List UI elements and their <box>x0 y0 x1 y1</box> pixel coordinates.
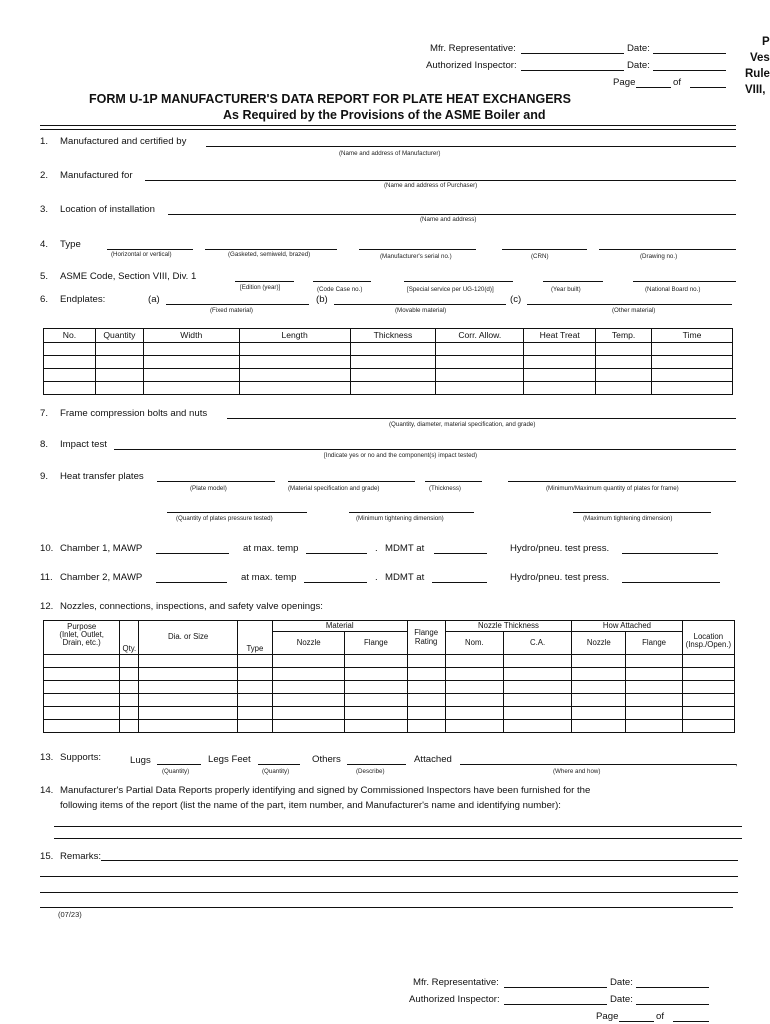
date-field[interactable] <box>653 70 726 71</box>
table-row[interactable] <box>44 707 735 720</box>
installation-field[interactable] <box>168 214 736 215</box>
hydro2-field[interactable] <box>622 582 720 583</box>
field-hint: (Where and how) <box>553 768 601 775</box>
field-hint: (Maximum tightening dimension) <box>583 515 673 522</box>
field-hint: [Edition (year)] <box>240 284 281 291</box>
item-label: Nozzles, connections, inspections, and safety valve openings: <box>60 601 323 612</box>
purpose-header: (Inlet, Outlet, <box>59 630 104 640</box>
date-label: Date: <box>627 60 650 71</box>
field-label: Hydro/pneu. test press. <box>510 543 610 554</box>
table-row[interactable] <box>44 382 733 395</box>
field-hint: (Thickness) <box>429 485 461 492</box>
bolts-field[interactable] <box>227 418 736 419</box>
field-hint: (National Board no.) <box>645 286 701 293</box>
date-field[interactable] <box>636 987 709 988</box>
fixed-material-field[interactable] <box>166 304 309 305</box>
drawing-field[interactable] <box>599 249 736 250</box>
mawp1-field[interactable] <box>156 553 229 554</box>
item-number: 8. <box>40 439 49 450</box>
others-field[interactable] <box>347 764 406 765</box>
item-label: Chamber 1, MAWP <box>60 543 143 554</box>
option-label: (b) <box>316 294 328 305</box>
manufacturer-field[interactable] <box>206 146 736 147</box>
item-number: 10. <box>40 543 54 554</box>
item-label: Heat transfer plates <box>60 471 144 482</box>
col-header: Time <box>652 329 733 343</box>
thickness-field[interactable] <box>425 481 482 482</box>
item-number: 7. <box>40 408 49 419</box>
item-label: Location of installation <box>60 204 155 215</box>
field-hint: (Movable material) <box>395 307 447 314</box>
mfr-rep-field[interactable] <box>521 53 624 54</box>
form-title: FORM U-1P MANUFACTURER'S DATA REPORT FOR PLATE HEAT EXCHANGERS <box>89 92 571 106</box>
col-header <box>407 621 445 655</box>
col-header: Flange <box>345 632 407 655</box>
field-hint: (Name and address of Manufacturer) <box>339 150 441 157</box>
side-text: Rule <box>745 68 770 80</box>
field-hint: (Other material) <box>612 307 656 314</box>
temp2-field[interactable] <box>304 582 367 583</box>
movable-material-field[interactable] <box>334 304 506 305</box>
code-case-field[interactable] <box>313 281 371 282</box>
item-number: 6. <box>40 294 49 305</box>
mawp2-field[interactable] <box>156 582 227 583</box>
col-header: Length <box>239 329 350 343</box>
table-row[interactable] <box>44 356 733 369</box>
col-header: C.A. <box>503 632 571 655</box>
field-hint: (Minimum/Maximum quantity of plates for frame) <box>546 485 679 492</box>
page-label: Page <box>596 1011 619 1022</box>
of-label: of <box>673 77 682 88</box>
side-text: Ves <box>750 52 770 64</box>
divider <box>40 129 736 130</box>
field-hint: (CRN) <box>531 253 549 260</box>
max-tightening-field[interactable] <box>573 512 711 513</box>
field-hint: (Fixed material) <box>210 307 253 314</box>
field-hint: (Gasketed, semiweld, brazed) <box>228 251 311 258</box>
field-hint: (Manufacturer's serial no.) <box>380 253 452 260</box>
location-header: (Insp./Open.) <box>685 640 732 650</box>
col-header: Material <box>272 621 407 632</box>
field-label: Others <box>312 754 341 765</box>
item-number: 12. <box>40 601 54 612</box>
partial-reports-line[interactable] <box>54 838 742 839</box>
item-label: ASME Code, Section VIII, Div. 1 <box>60 271 197 282</box>
flange-rating-header: Rating <box>414 636 438 646</box>
col-header <box>682 621 734 655</box>
col-header: Nozzle Thickness <box>445 621 572 632</box>
auth-inspector-label: Authorized Inspector: <box>409 994 500 1005</box>
option-label: (c) <box>510 294 522 305</box>
field-hint: (Year built) <box>551 286 581 293</box>
col-header: Corr. Allow. <box>436 329 524 343</box>
mfr-rep-field[interactable] <box>504 987 607 988</box>
field-label: Hydro/pneu. test press. <box>510 572 610 583</box>
tested-quantity-field[interactable] <box>167 512 307 513</box>
field-hint: (Drawing no.) <box>640 253 678 260</box>
crn-field[interactable] <box>502 249 587 250</box>
field-hint: [Indicate yes or no and the component(s) impact tested) <box>324 452 478 459</box>
field-label: MDMT at <box>385 572 425 583</box>
col-header: Quantity <box>95 329 143 343</box>
col-header: Dia. or Size <box>139 621 237 655</box>
item-label: Frame compression bolts and nuts <box>60 408 208 419</box>
option-label: (a) <box>148 294 160 305</box>
lugs-field[interactable] <box>157 764 201 765</box>
flange-rating-header: Flange <box>414 628 439 638</box>
table-row[interactable] <box>44 720 735 733</box>
col-header: Heat Treat <box>524 329 596 343</box>
field-hint: (Quantity) <box>262 768 290 775</box>
plate-material-field[interactable] <box>288 481 415 482</box>
gasket-field[interactable] <box>205 249 337 250</box>
table-row[interactable] <box>44 681 735 694</box>
table-row[interactable] <box>44 694 735 707</box>
auth-inspector-field[interactable] <box>504 1004 607 1005</box>
auth-inspector-label: Authorized Inspector: <box>426 60 517 71</box>
edition-field[interactable] <box>235 281 294 282</box>
remarks-line[interactable] <box>40 876 738 877</box>
col-header: Nozzle <box>572 632 626 655</box>
page-field[interactable] <box>636 87 671 88</box>
table-row[interactable] <box>44 369 733 382</box>
item-label: Remarks: <box>60 851 102 862</box>
field-label: Lugs <box>130 755 151 766</box>
date-field[interactable] <box>636 1004 709 1005</box>
item-label: Manufactured for <box>60 170 133 181</box>
date-label: Date: <box>610 977 633 988</box>
col-header: Flange <box>626 632 682 655</box>
remarks-line[interactable] <box>40 892 738 893</box>
dot: . <box>375 543 378 554</box>
item-label: Chamber 2, MAWP <box>60 572 143 583</box>
col-header: Width <box>143 329 239 343</box>
field-label: at max. temp <box>241 572 297 583</box>
item-number: 13. <box>40 752 54 763</box>
attached-field[interactable] <box>460 764 736 765</box>
legs-field[interactable] <box>258 764 300 765</box>
table-row[interactable] <box>44 343 733 356</box>
date-label: Date: <box>610 994 633 1005</box>
col-header: Type <box>237 621 272 655</box>
field-label: MDMT at <box>385 543 425 554</box>
item-number: 14. <box>40 785 54 796</box>
item-label: Endplates: <box>60 294 106 305</box>
field-hint: (Code Case no.) <box>317 286 363 293</box>
purpose-header: Purpose <box>67 622 97 631</box>
field-label: at max. temp <box>243 543 299 554</box>
date-label: Date: <box>627 43 650 54</box>
item-number: 1. <box>40 136 49 147</box>
nozzle-table <box>43 620 735 733</box>
field-label: Attached <box>414 754 452 765</box>
mdmt1-field[interactable] <box>434 553 487 554</box>
table-row[interactable] <box>44 655 735 668</box>
item-number: 15. <box>40 851 54 862</box>
item-text: Manufacturer's Partial Data Reports properly identifying and signed by Commissioned Inspectors have been furnished for the <box>60 785 591 796</box>
item-label: Type <box>60 239 81 250</box>
col-header: Nozzle <box>272 632 344 655</box>
partial-reports-line[interactable] <box>54 826 742 827</box>
col-header <box>44 621 120 655</box>
national-board-field[interactable] <box>633 281 736 282</box>
mfr-rep-label: Mfr. Representative: <box>430 43 516 54</box>
page-label: Page <box>613 77 636 88</box>
item-number: 2. <box>40 170 49 181</box>
item-text: following items of the report (list the name of the part, item number, and Manufacturer's name and identifying number): <box>60 800 561 811</box>
field-hint: [Special service per UG-120(d)] <box>407 286 494 293</box>
field-hint: (Material specification and grade) <box>288 485 380 492</box>
col-header: Qty. <box>120 621 139 655</box>
field-hint: (Name and address of Purchaser) <box>384 182 478 189</box>
remarks-line[interactable] <box>101 860 738 861</box>
other-material-field[interactable] <box>527 304 732 305</box>
col-header: Thickness <box>350 329 436 343</box>
comma: , <box>735 757 738 768</box>
col-header: How Attached <box>572 621 682 632</box>
dot: . <box>375 572 378 583</box>
page-field[interactable] <box>619 1021 654 1022</box>
col-header: Nom. <box>445 632 503 655</box>
page-total-field[interactable] <box>673 1021 709 1022</box>
type-field[interactable] <box>107 249 193 250</box>
plate-model-field[interactable] <box>157 481 275 482</box>
item-number: 5. <box>40 271 49 282</box>
col-header: Temp. <box>596 329 652 343</box>
plate-table <box>43 328 733 395</box>
auth-inspector-field[interactable] <box>521 70 624 71</box>
field-hint: (Name and address) <box>420 216 477 223</box>
side-text: P <box>762 36 770 48</box>
item-number: 9. <box>40 471 49 482</box>
item-label: Manufactured and certified by <box>60 136 187 147</box>
field-hint: (Describe) <box>356 768 385 775</box>
field-hint: (Minimum tightening dimension) <box>356 515 444 522</box>
field-hint: (Plate model) <box>190 485 227 492</box>
impact-test-field[interactable] <box>114 449 736 450</box>
item-number: 3. <box>40 204 49 215</box>
location-header: Location <box>693 632 724 641</box>
min-tightening-field[interactable] <box>349 512 474 513</box>
item-number: 4. <box>40 239 49 250</box>
purchaser-field[interactable] <box>145 180 736 181</box>
side-text: VIII, <box>745 84 766 96</box>
form-subtitle: As Required by the Provisions of the ASME Boiler and <box>223 108 546 122</box>
revision-date: (07/23) <box>58 910 82 919</box>
purpose-header: Drain, etc.) <box>62 638 101 648</box>
divider <box>40 125 736 126</box>
remarks-line[interactable] <box>40 907 733 908</box>
field-hint: (Quantity) <box>162 768 190 775</box>
field-label: Legs Feet <box>208 754 251 765</box>
field-hint: (Quantity, diameter, material specification, and grade) <box>389 421 536 428</box>
mdmt2-field[interactable] <box>432 582 487 583</box>
item-number: 11. <box>40 572 53 583</box>
special-service-field[interactable] <box>404 281 513 282</box>
temp1-field[interactable] <box>306 553 367 554</box>
year-built-field[interactable] <box>543 281 603 282</box>
field-hint: (Horizontal or vertical) <box>111 251 172 258</box>
col-header: No. <box>44 329 96 343</box>
item-label: Impact test <box>60 439 107 450</box>
field-hint: (Quantity of plates pressure tested) <box>176 515 273 522</box>
table-row[interactable] <box>44 668 735 681</box>
hydro1-field[interactable] <box>622 553 718 554</box>
plate-quantity-field[interactable] <box>508 481 736 482</box>
mfr-rep-label: Mfr. Representative: <box>413 977 499 988</box>
serial-field[interactable] <box>359 249 476 250</box>
date-field[interactable] <box>653 53 726 54</box>
page-total-field[interactable] <box>690 87 726 88</box>
item-label: Supports: <box>60 752 102 763</box>
of-label: of <box>656 1011 665 1022</box>
